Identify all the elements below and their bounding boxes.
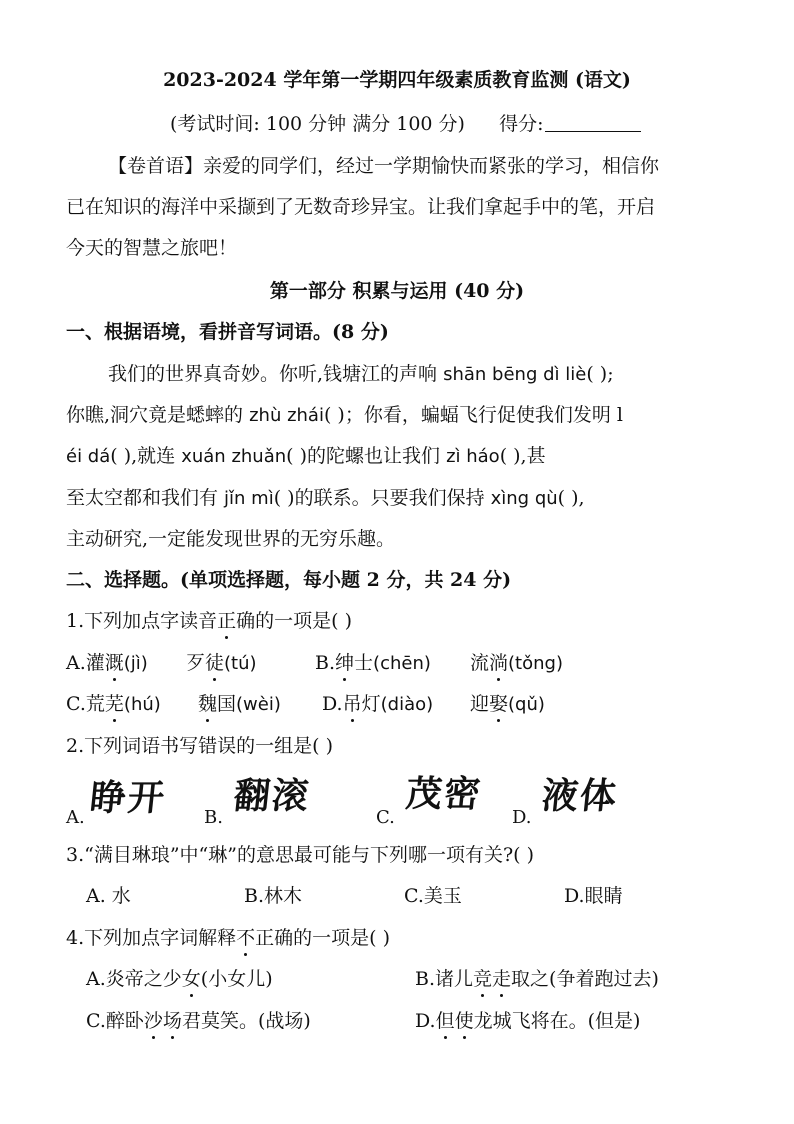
dotted-char: 不 xyxy=(236,924,255,952)
opt-text: A.灌 xyxy=(66,652,105,674)
option-a-word-2 xyxy=(186,649,257,678)
answer-blank[interactable]: ( ); xyxy=(586,363,614,385)
option-b-handwriting: 翻滚 xyxy=(231,775,313,817)
option-d-label[interactable]: D. xyxy=(512,807,532,828)
option-a-label[interactable]: A. xyxy=(66,807,85,828)
option-a[interactable] xyxy=(86,965,273,993)
dotted-char: 竞 xyxy=(473,965,492,993)
q1-text: 我们的世界真奇妙。你听,钱塘江的声响 xyxy=(108,363,444,385)
dotted-char: 使 xyxy=(455,1007,474,1035)
option-d[interactable] xyxy=(415,1007,640,1035)
q1-text: 你瞧,洞穴竟是蟋蟀的 xyxy=(66,404,250,426)
q2-2-options xyxy=(66,772,746,828)
q1-para-line-2 xyxy=(66,401,623,430)
q1-para-line-3 xyxy=(66,442,546,471)
answer-blank[interactable]: ( )；你看，蝙蝠飞行促使我们发明 l xyxy=(323,404,623,426)
option-b-word-2 xyxy=(470,649,563,678)
option-d-word-2 xyxy=(470,690,545,719)
dotted-char: 绅 xyxy=(335,649,354,677)
exam-info-line xyxy=(170,110,641,138)
option-c-label[interactable]: C. xyxy=(376,807,395,828)
dotted-char: 魏 xyxy=(198,690,217,718)
opt-text: B. xyxy=(315,652,336,674)
pinyin: shān bēng dì liè xyxy=(443,364,587,385)
opt-text: 龙城飞将在。(但是) xyxy=(473,1010,641,1032)
option-b[interactable] xyxy=(415,965,659,993)
answer-blank[interactable]: ( )的联系。只要我们保持 xyxy=(273,487,491,509)
dotted-char: 徒 xyxy=(205,649,224,677)
q1-heading: 一、根据语境，看拼音写词语。(8 分) xyxy=(66,321,389,343)
pinyin: (jì) xyxy=(123,653,148,674)
opt-text: 士 xyxy=(354,652,374,674)
option-a-handwriting: 睁开 xyxy=(87,777,169,819)
opt-text: (小女儿) xyxy=(200,968,273,990)
stem-text: 正确的一项是( ) xyxy=(255,927,391,949)
pinyin: (chēn) xyxy=(373,653,431,674)
pinyin: (wèi) xyxy=(236,694,281,715)
opt-text: 迎 xyxy=(470,693,490,715)
opt-text: B.诸儿 xyxy=(415,968,474,990)
pinyin: éi dá xyxy=(66,446,111,467)
option-d[interactable] xyxy=(322,690,433,719)
q1-para-line-1 xyxy=(108,360,614,389)
q2-1-stem xyxy=(66,607,352,635)
option-a[interactable] xyxy=(66,649,148,678)
pinyin: (tú) xyxy=(224,653,257,674)
answer-blank[interactable]: ( ),就连 xyxy=(110,445,182,467)
q1-para-line-5: 主动研究,一定能发现世界的无穷乐趣。 xyxy=(66,528,396,550)
option-d[interactable]: D.眼睛 xyxy=(564,885,623,907)
opt-text: 灯 xyxy=(361,693,381,715)
option-a[interactable]: A. 水 xyxy=(86,885,131,907)
opt-text: D. xyxy=(322,693,343,715)
pinyin: (hú) xyxy=(123,694,161,715)
option-d-handwriting: 液体 xyxy=(539,775,621,817)
exam-info: (考试时间: 100 分钟 满分 100 分) xyxy=(170,113,465,135)
option-c-word-2 xyxy=(198,690,281,719)
score-blank[interactable] xyxy=(545,113,641,132)
q2-3-stem: 3.“满目琳琅”中“琳”的意思最可能与下列哪一项有关?( ) xyxy=(66,844,535,866)
opt-text: 歹 xyxy=(186,652,206,674)
dotted-char: 女 xyxy=(182,965,201,993)
q1-text: 至太空都和我们有 xyxy=(66,487,225,509)
answer-blank[interactable]: ( ),甚 xyxy=(499,445,546,467)
opt-text: 取之(争着跑过去) xyxy=(511,968,659,990)
pinyin: jǐn mì xyxy=(224,488,274,509)
dotted-char: 正 xyxy=(217,607,236,635)
pinyin: zì háo xyxy=(446,446,500,467)
option-c[interactable] xyxy=(86,1007,311,1035)
option-c[interactable]: C.美玉 xyxy=(404,885,462,907)
dotted-char: 芜 xyxy=(105,690,124,718)
opt-text: C.荒 xyxy=(66,693,105,715)
dotted-char: 淌 xyxy=(489,649,508,677)
answer-blank[interactable]: ( )的陀螺也让我们 xyxy=(286,445,447,467)
pinyin: (qǔ) xyxy=(508,694,545,715)
answer-blank[interactable]: ( ), xyxy=(557,487,585,509)
opt-text: 君莫笑。(战场) xyxy=(181,1010,311,1032)
dotted-char: 沙 xyxy=(144,1007,163,1035)
opt-text: A.炎帝之少 xyxy=(86,968,182,990)
intro-line-1: 【卷首语】亲爱的同学们，经过一学期愉快而紧张的学习，相信你 xyxy=(108,155,660,177)
intro-line-3: 今天的智慧之旅吧！ xyxy=(66,237,238,259)
opt-text: 国 xyxy=(217,693,237,715)
opt-text: D. xyxy=(415,1010,436,1032)
q2-2-stem: 2.下列词语书写错误的一组是( ) xyxy=(66,735,333,757)
option-c[interactable] xyxy=(66,690,161,719)
q2-heading: 二、选择题。(单项选择题，每小题 2 分，共 24 分) xyxy=(66,569,512,591)
intro-line-2: 已在知识的海洋中采撷到了无数奇珍异宝。让我们拿起手中的笔，开启 xyxy=(66,196,656,218)
option-b[interactable]: B.林木 xyxy=(244,885,303,907)
opt-text: 流 xyxy=(470,652,490,674)
stem-text: 确的一项是( ) xyxy=(236,610,353,632)
score-label: 得分: xyxy=(499,113,544,135)
stem-text: 4.下列加点字词解释 xyxy=(66,927,237,949)
dotted-char: 溉 xyxy=(105,649,124,677)
pinyin: (diào) xyxy=(380,694,434,715)
q1-para-line-4 xyxy=(66,484,585,513)
dotted-char: 吊 xyxy=(343,690,362,718)
dotted-char: 娶 xyxy=(489,690,508,718)
pinyin: xuán zhuǎn xyxy=(181,446,287,467)
pinyin: zhù zhái xyxy=(249,405,324,426)
page-title: 2023-2024 学年第一学期四年级素质教育监测 (语文) xyxy=(163,69,631,91)
stem-text: 1.下列加点字读音 xyxy=(66,610,218,632)
q2-4-stem xyxy=(66,924,390,952)
opt-text: C.醉卧 xyxy=(86,1010,144,1032)
dotted-char: 走 xyxy=(492,965,511,993)
part1-title: 第一部分 积累与运用 (40 分) xyxy=(269,280,525,302)
dotted-char: 但 xyxy=(436,1007,455,1035)
pinyin: xìng qù xyxy=(490,488,558,509)
pinyin: (tǒng) xyxy=(508,653,563,674)
option-b[interactable] xyxy=(315,649,431,678)
option-c-handwriting: 茂密 xyxy=(403,773,485,815)
dotted-char: 场 xyxy=(163,1007,182,1035)
option-b-label[interactable]: B. xyxy=(204,807,223,828)
